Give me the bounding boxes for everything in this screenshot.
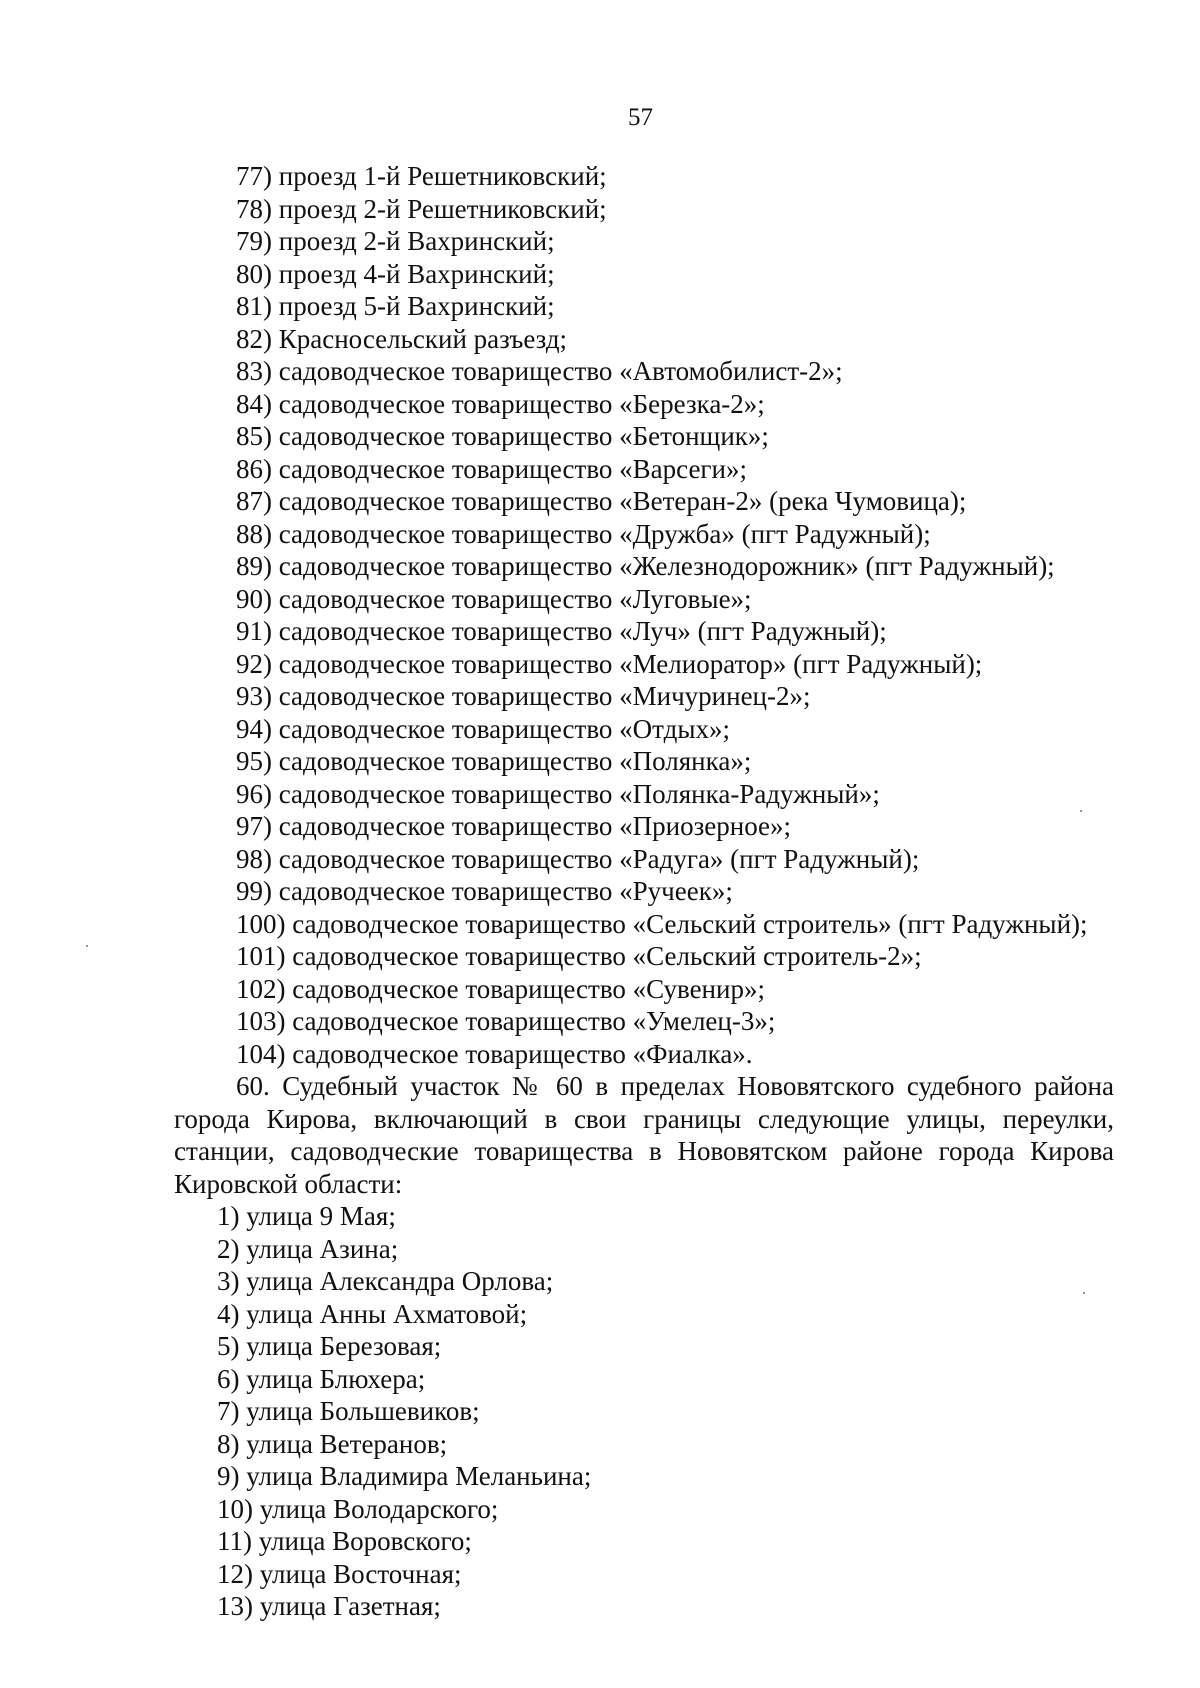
list-item: 96) садоводческое товарищество «Полянка-Радужный»; [236,778,880,809]
list-item: 92) садоводческое товарищество «Мелиоратор» (пгт Радужный); [236,648,983,679]
list-item: 5) улица Березовая; [217,1331,442,1361]
scan-speck [86,945,88,947]
list-item: 77) проезд 1-й Решетниковский; [236,161,607,191]
list-item: 94) садоводческое товарищество «Отдых»; [236,713,730,744]
scan-speck [1083,1292,1085,1294]
list-item: 10) улица Володарского; [217,1493,499,1524]
street-list-section-60 [217,1200,1117,1623]
list-item: 91) садоводческое товарищество «Луч» (пгт Радужный); [236,616,887,646]
list-item: 90) садоводческое товарищество «Луговые»; [236,583,752,614]
list-item: 101) садоводческое товарищество «Сельский строитель-2»; [236,941,922,971]
list-item: 3) улица Александра Орлова; [217,1266,554,1296]
list-item: 98) садоводческое товарищество «Радуга» (пгт Радужный); [236,843,920,874]
street-list-continued [236,160,1136,1070]
list-item: 13) улица Газетная; [217,1591,441,1621]
list-item: 103) садоводческое товарищество «Умелец-3»; [236,1006,776,1036]
list-item: 4) улица Анны Ахматовой; [217,1298,528,1329]
section-60-paragraph: 60. Судебный участок № 60 в пределах Нововятского судебного района города Кирова, включающий в свои границы следующие улицы, переулки, станции, садоводческие товарищества в Нововятском районе города Кирова Кировской области: [174,1071,1114,1199]
list-item: 9) улица Владимира Меланьина; [217,1461,592,1491]
list-item: 7) улица Большевиков; [217,1396,480,1426]
scan-speck [1080,810,1082,812]
list-item: 95) садоводческое товарищество «Полянка»; [236,746,752,776]
list-item: 102) садоводческое товарищество «Сувенир»; [236,973,765,1004]
list-item: 8) улица Ветеранов; [217,1428,448,1459]
list-item: 97) садоводческое товарищество «Приозерное»; [236,811,792,841]
list-item: 80) проезд 4-й Вахринский; [236,258,555,289]
list-item: 93) садоводческое товарищество «Мичуринец-2»; [236,681,811,711]
list-item: 6) улица Блюхера; [217,1363,426,1394]
list-item: 2) улица Азина; [217,1233,399,1264]
list-item: 88) садоводческое товарищество «Дружба» (пгт Радужный); [236,518,931,549]
list-item: 85) садоводческое товарищество «Бетонщик»; [236,421,769,451]
list-item: 99) садоводческое товарищество «Ручеек»; [236,876,733,906]
list-item: 84) садоводческое товарищество «Березка-2»; [236,388,765,419]
list-item: 89) садоводческое товарищество «Железнодорожник» (пгт Радужный); [236,551,1055,581]
list-item: 79) проезд 2-й Вахринский; [236,226,555,256]
list-item: 81) проезд 5-й Вахринский; [236,291,555,321]
page-number: 57 [628,104,653,131]
list-item: 86) садоводческое товарищество «Варсеги»; [236,453,747,484]
list-item: 87) садоводческое товарищество «Ветеран-2» (река Чумовица); [236,486,967,516]
list-item: 83) садоводческое товарищество «Автомобилист-2»; [236,356,843,386]
list-item: 78) проезд 2-й Решетниковский; [236,193,607,224]
list-item: 12) улица Восточная; [217,1558,462,1589]
list-item: 11) улица Воровского; [217,1526,472,1556]
list-item: 82) Красносельский разъезд; [236,323,568,354]
list-item: 104) садоводческое товарищество «Фиалка». [236,1038,753,1069]
list-item: 1) улица 9 Мая; [217,1201,396,1231]
list-item: 100) садоводческое товарищество «Сельский строитель» (пгт Радужный); [236,908,1088,939]
